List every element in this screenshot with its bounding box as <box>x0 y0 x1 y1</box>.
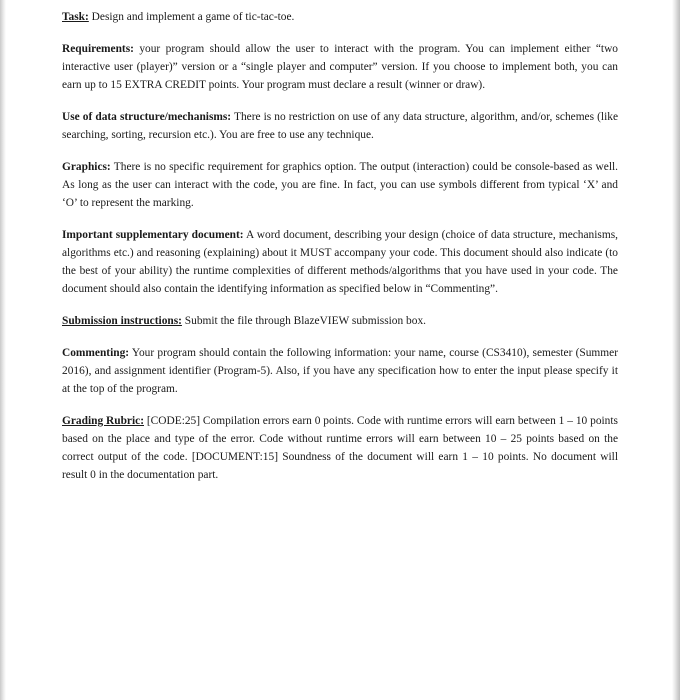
submission-paragraph <box>62 312 618 330</box>
requirements-label: Requirements: <box>62 43 134 55</box>
graphics-text: There is no specific requirement for graphics option. The output (interaction) could be console-based as well. As long as the user can interact with the code, you are fine. In fact, you can use symbols different from typical ‘X’ and ‘O’ to represent the marking. <box>62 161 618 209</box>
commenting-paragraph <box>62 344 618 398</box>
requirements-paragraph <box>62 40 618 94</box>
grading-rubric-text: [CODE:25] Compilation errors earn 0 points. Code with runtime errors will earn between 1 – 10 points based on the place and type of the error. Code without runtime errors will earn between 10 – 25 points based on the correct output of the code. [DOCUMENT:15] Soundness of the document will earn 1 – 10 points. No document will result 0 in the documentation part. <box>62 415 618 481</box>
graphics-label: Graphics: <box>62 161 111 173</box>
grading-rubric-label: Grading Rubric: <box>62 415 144 427</box>
task-paragraph <box>62 8 618 26</box>
task-label: Task: <box>62 11 89 23</box>
supplementary-document-label: Important supplementary document: <box>62 229 244 241</box>
supplementary-document-paragraph <box>62 226 618 298</box>
commenting-text: Your program should contain the following information: your name, course (CS3410), semester (Summer 2016), and assignment identifier (Program-5). Also, if you have any specification how to enter the input please specify it at the top of the program. <box>62 347 618 395</box>
data-structure-text: There is no restriction on use of any data structure, algorithm, and/or, schemes (like searching, sorting, recursion etc.). You are free to use any technique. <box>62 111 618 141</box>
grading-rubric-paragraph <box>62 412 618 484</box>
submission-text: Submit the file through BlazeVIEW submission box. <box>181 315 426 327</box>
task-text: Design and implement a game of tic-tac-toe. <box>88 11 295 23</box>
supplementary-document-text: A word document, describing your design (choice of data structure, mechanisms, algorithms etc.) and reasoning (explaining) about it MUST accompany your code. This document should also indicate (to the best of your ability) the runtime complexities of different methods/algorithms that you have used in your code. The document should also contain the identifying information as specified below in “Commenting”. <box>62 229 618 295</box>
submission-label: Submission instructions: <box>62 315 182 327</box>
page-left-edge-shadow <box>0 0 6 700</box>
data-structure-paragraph <box>62 108 618 144</box>
page-right-edge-shadow <box>672 0 680 700</box>
data-structure-label: Use of data structure/mechanisms: <box>62 111 232 123</box>
document-body <box>62 8 618 498</box>
graphics-paragraph <box>62 158 618 212</box>
requirements-text: your program should allow the user to interact with the program. You can implement either “two interactive user (player)” version or a “single player and computer” version. If you choose to implement both, you can earn up to 15 EXTRA CREDIT points. Your program must declare a result (winner or draw). <box>62 43 618 91</box>
commenting-label: Commenting: <box>62 347 130 359</box>
